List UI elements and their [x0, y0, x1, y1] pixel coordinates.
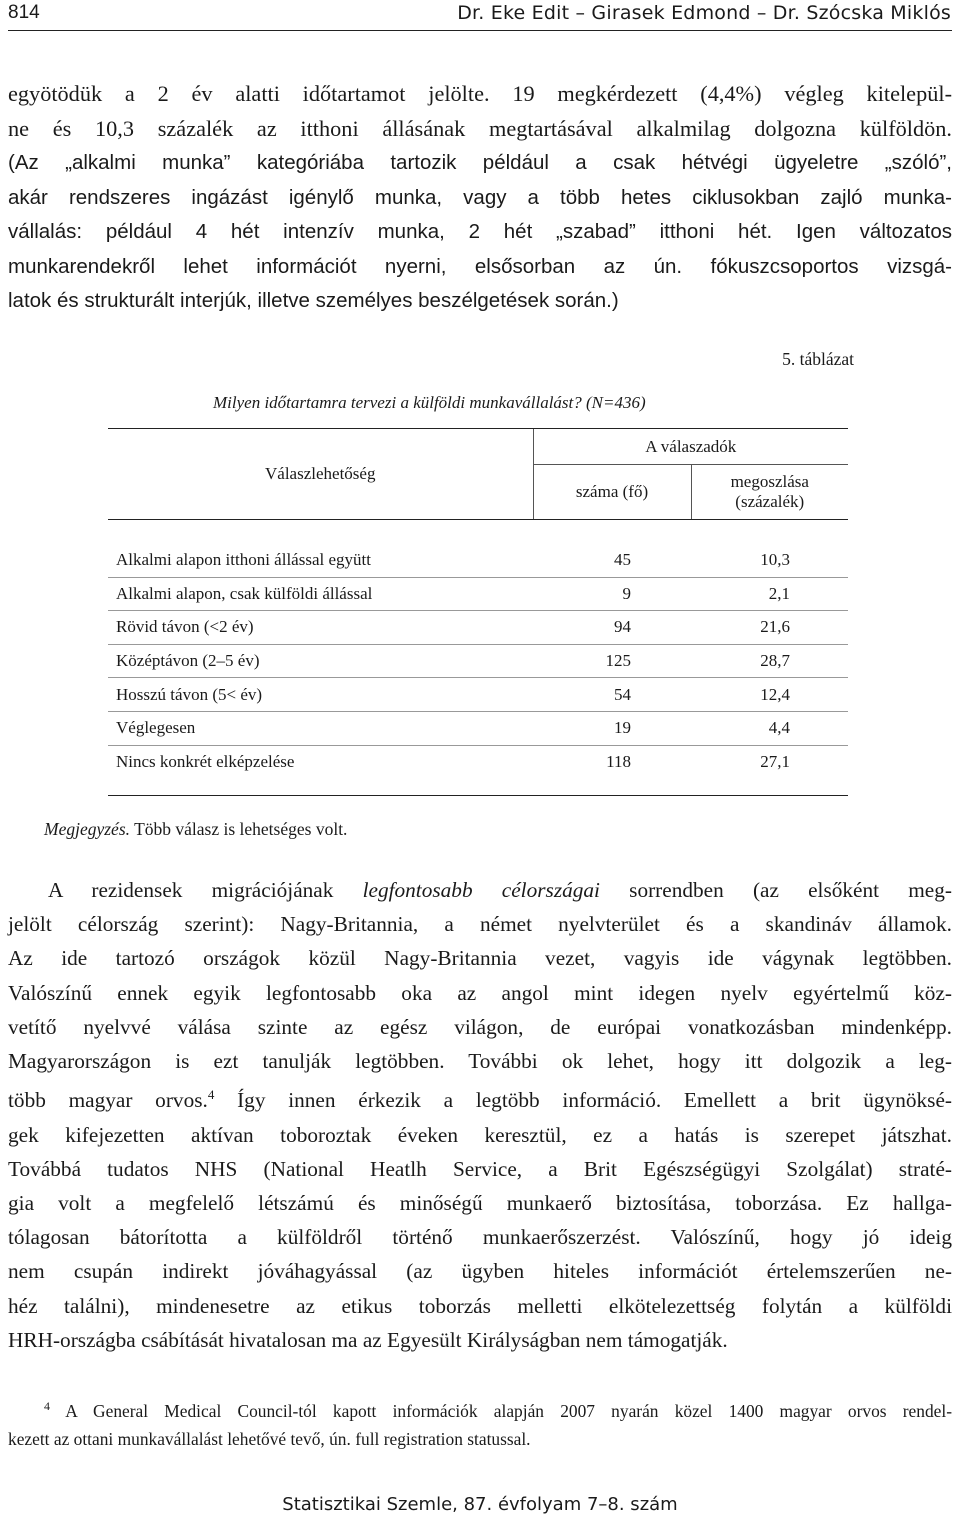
row-share: 28,7 [691, 644, 848, 678]
footnote-reference[interactable]: 4 [207, 1087, 215, 1103]
body-line-8: gek kifejezetten aktívan toboroztak éveken keresztül, ez a hatás is szerepet játszhat. [8, 1122, 952, 1147]
column-header-share-line2: (százalék) [735, 492, 805, 512]
table-row [108, 678, 848, 712]
page-footer: Statisztikai Szemle, 87. évfolyam 7–8. szám [282, 1494, 678, 1515]
body-line-4: Valószínű ennek egyik legfontosabb oka az angol mint idegen nyelv egyértelmű köz- [8, 980, 952, 1005]
row-share: 21,6 [691, 611, 848, 645]
table-row [108, 745, 848, 778]
row-share: 4,4 [691, 711, 848, 745]
table-note-text: Több válasz is lehetséges volt. [134, 819, 348, 839]
body-text: A rezidensek migrációjának [48, 878, 334, 902]
body-text: Így innen érkezik a legtöbb információ. Emellett a brit ügynöksé- [237, 1088, 952, 1113]
row-count: 9 [533, 577, 691, 611]
body-line-14: HRH-országba csábítását hivatalosan ma az Egyesült Királyságban nem támogatják. [8, 1327, 728, 1352]
intro-line-1: egyötödük a 2 év alatti időtartamot jelölte. 19 megkérdezett (4,4%) végleg kitelepül- [8, 81, 952, 106]
footnote-text: A General Medical Council-tól kapott információk alapján 2007 nyarán közel 1400 magyar orvos rendel- [65, 1400, 952, 1421]
intro-line-2: ne és 10,3 százalék az itthoni állásának megtartásával alkalmilag dolgozna külföldön. [8, 115, 952, 141]
body-paragraph [8, 873, 952, 1357]
body-line-13: héz találni), mindenesetre az etikus toborzás melletti elkötelezettség folytán a külföldi [8, 1293, 952, 1318]
row-label: Alkalmi alapon, csak külföldi állással [108, 577, 533, 611]
column-header-option: Válaszlehetőség [108, 429, 533, 520]
body-text: több magyar orvos. [8, 1088, 208, 1113]
table-note [44, 819, 347, 840]
row-label: Hosszú távon (5< év) [108, 678, 533, 712]
row-share: 10,3 [691, 544, 848, 577]
column-header-share [691, 465, 848, 520]
body-text: sorrendben (az elsőként meg- [629, 878, 953, 902]
row-count: 19 [533, 711, 691, 745]
body-line-2: jelölt célország szerint): Nagy-Britannia, a német nyelvterület és a skandináv államok. [8, 912, 952, 937]
row-label: Középtávon (2–5 év) [108, 644, 533, 678]
row-label: Véglegesen [108, 711, 533, 745]
table-number: 5. táblázat [782, 349, 854, 369]
body-line-12: nem csupán indirekt jóváhagyással (az ügyben hiteles információt értelemszerűen ne- [8, 1259, 952, 1284]
intro-line-6: munkarendekről lehet információt nyerni, elsősorban az ún. fókuszcsoportos vizsgá- [8, 254, 952, 278]
table-row [108, 711, 848, 745]
table-row [108, 544, 848, 577]
footnote-line-1 [8, 1392, 952, 1425]
body-line-6: Magyarországon is ezt tanulják legtöbben. További ok lehet, hogy itt dolgozik a leg- [8, 1049, 952, 1074]
footnote-mark: 4 [44, 1399, 50, 1413]
row-count: 94 [533, 611, 691, 645]
body-line-3: Az ide tartozó országok közül Nagy-Britannia vezet, vagyis ide vágynak legtöbben. [8, 946, 952, 971]
intro-paragraph [8, 77, 952, 319]
table-row [108, 611, 848, 645]
body-line-5: vetítő nyelvvé válása szinte az egész világon, de európai vonatkozásban mindenképp. [8, 1014, 952, 1039]
running-head: Dr. Eke Edit – Girasek Edmond – Dr. Szócska Miklós [457, 2, 951, 24]
row-label: Alkalmi alapon itthoni állással együtt [108, 544, 533, 577]
intro-line-5: vállalás: például 4 hét intenzív munka, 2 hét „szabad” itthoni hét. Igen változatos [8, 220, 952, 243]
row-count: 125 [533, 644, 691, 678]
column-header-count: száma (fő) [533, 465, 691, 520]
header-rule [8, 30, 952, 31]
body-line-9: Továbbá tudatos NHS (National Heatlh Service, a Brit Egészségügyi Szolgálat) straté- [8, 1156, 952, 1181]
row-count: 45 [533, 544, 691, 577]
row-count: 118 [606, 751, 631, 771]
footnote [8, 1392, 952, 1453]
table-caption: Milyen időtartamra tervezi a külföldi munkavállalást? (N=436) [213, 393, 646, 412]
intro-line-7: latok és strukturált interjúk, illetve személyes beszélgetések során.) [8, 289, 619, 312]
body-line-11: tólagosan bátorította a külföldről történő munkaerőszerzést. Valószínű, hogy jó ideig [8, 1225, 952, 1250]
emphasis-text: legfontosabb célországai [362, 878, 600, 902]
table-row [108, 644, 848, 678]
table-note-label: Megjegyzés. [44, 819, 131, 839]
column-group-respondents: A válaszadók [533, 429, 848, 465]
body-line-7 [8, 1078, 952, 1117]
row-share: 12,4 [691, 678, 848, 712]
body-line-10: gia volt a megfelelő létszámú és minőségű munkaerő biztosítása, toborzása. Ez hallga- [8, 1190, 952, 1215]
row-label: Nincs konkrét elképzelése [116, 751, 295, 771]
column-header-share-line1: megoszlása [730, 472, 809, 492]
row-count: 54 [533, 678, 691, 712]
page-number: 814 [8, 2, 40, 23]
row-label: Rövid távon (<2 év) [108, 611, 533, 645]
footnote-line-2: kezett az ottani munkavállalást lehetővé tevő, ún. full registration statussal. [8, 1428, 531, 1449]
page-header [0, 0, 960, 30]
data-table [108, 428, 848, 796]
row-share: 2,1 [691, 577, 848, 611]
table-row [108, 577, 848, 611]
row-share: 27,1 [760, 751, 790, 771]
body-line-1 [8, 873, 952, 907]
intro-line-3: (Az „alkalmi munka” kategóriába tartozik például a csak hétvégi ügyeletre „szóló”, [8, 151, 952, 174]
intro-line-4: akár rendszeres ingázást igénylő munka, vagy a több hetes ciklusokban zajló munka- [8, 185, 952, 209]
